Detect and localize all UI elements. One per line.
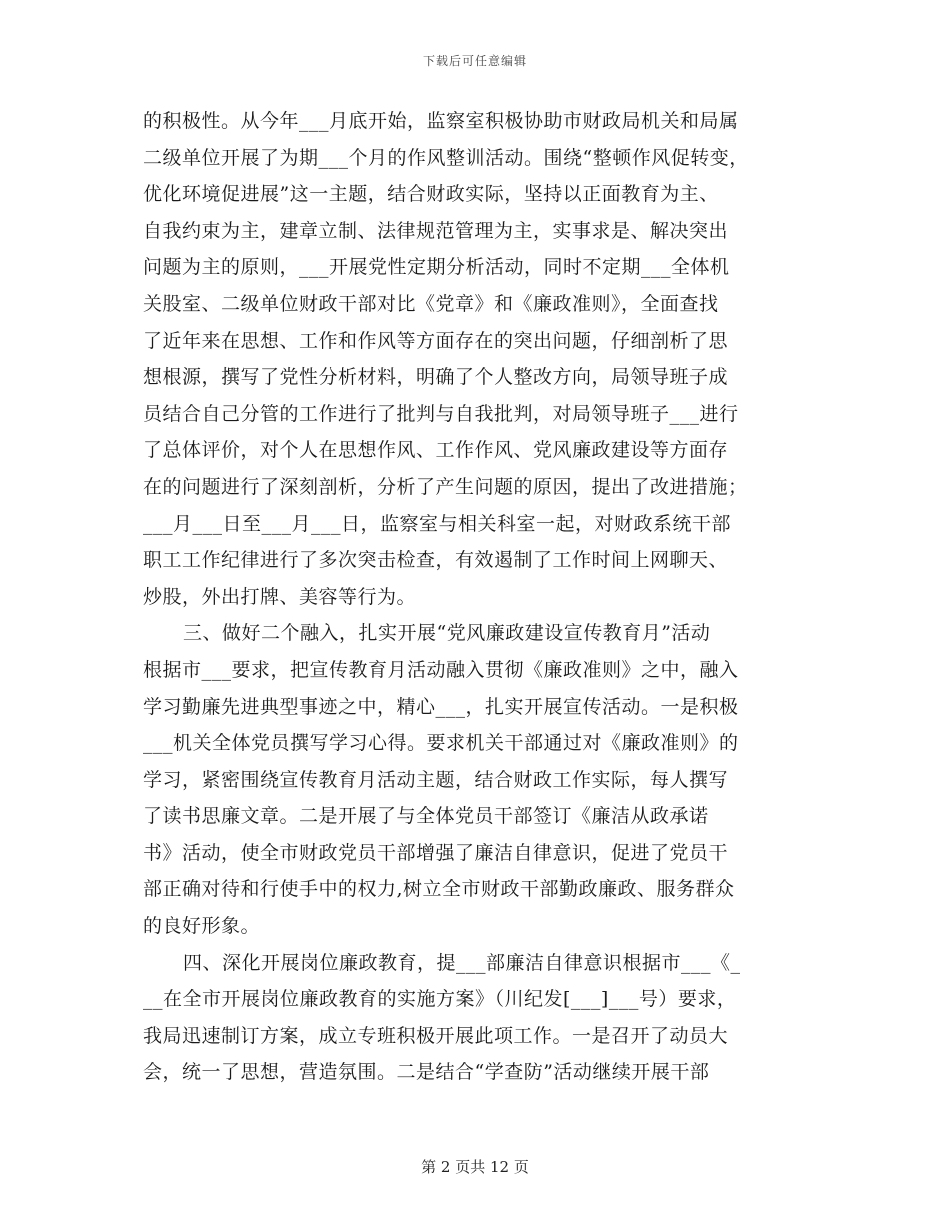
text-line: 关股室、二级单位财政干部对比《党章》和《廉政准则》，全面查找 xyxy=(143,292,719,315)
text-line: ___月___日至___月___日，监察室与相关科室一起，对财政系统干部 xyxy=(143,512,732,535)
text-line: 想根源，撰写了党性分析材料，明确了个人整改方向，局领导班子成 xyxy=(143,366,729,389)
text-line: 的良好形象。 xyxy=(143,915,261,938)
text-line: 学习勤廉先进典型事迹之中，精心___，扎实开展宣传活动。一是积极 xyxy=(143,695,739,718)
page-header: 下载后可任意编辑 xyxy=(422,54,527,68)
text-line: 四、深化开展岗位廉政教育，提___部廉洁自律意识根据市___《_ xyxy=(183,951,741,974)
text-line: 的积极性。从今年___月底开始，监察室积极协助市财政局机关和局属 xyxy=(143,110,739,132)
text-line: 炒股，外出打牌、美容等行为。 xyxy=(143,585,417,608)
page-footer: 第 2 页共 12 页 xyxy=(421,1158,529,1176)
text-line: ___机关全体党员撰写学习心得。要求机关干部通过对《廉政准则》的 xyxy=(143,732,739,755)
text-line: 部正确对待和行使手中的权力,树立全市财政干部勤政廉政、服务群众 xyxy=(143,878,735,901)
text-line: 三、做好二个融入，扎实开展“党风廉政建设宣传教育月”活动 xyxy=(183,622,711,645)
text-line: 我局迅速制订方案，成立专班积极开展此项工作。一是召开了动员大 xyxy=(143,1024,729,1047)
text-line: 书》活动，使全市财政党员干部增强了廉洁自律意识，促进了党员干 xyxy=(143,841,729,864)
text-line: 在的问题进行了深刻剖析，分析了产生问题的原因，提出了改进措施； xyxy=(143,475,748,498)
document-body xyxy=(143,103,815,1091)
text-line: 二级单位开展了为期___个月的作风整训活动。围绕“整顿作风促转变， xyxy=(143,146,749,169)
text-line: 职工工作纪律进行了多次突击检查，有效遏制了工作时间上网聊天、 xyxy=(143,549,729,572)
text-line: 了总体评价，对个人在思想作风、工作作风、党风廉政建设等方面存 xyxy=(143,439,729,462)
text-line: 问题为主的原则，___开展党性定期分析活动，同时不定期___全体机 xyxy=(143,256,730,279)
text-line: __在全市开展岗位廉政教育的实施方案》（川纪发[___]___号）要求， xyxy=(143,988,737,1011)
text-line: 根据市___要求，把宣传教育月活动融入贯彻《廉政准则》之中，融入 xyxy=(143,658,739,681)
text-line: 员结合自己分管的工作进行了批判与自我批判，对局领导班子___进行 xyxy=(143,402,739,425)
text-line: 会，统一了思想，营造氛围。二是结合“学查防”活动继续开展干部 xyxy=(143,1061,710,1084)
text-line: 了读书思廉文章。二是开展了与全体党员干部签订《廉洁从政承诺 xyxy=(143,805,709,828)
text-line: 学习，紧密围绕宣传教育月活动主题，结合财政工作实际，每人撰写 xyxy=(143,768,729,791)
text-line: 了近年来在思想、工作和作风等方面存在的突出问题，仔细剖析了思 xyxy=(143,329,729,352)
text-line: 优化环境促进展”这一主题，结合财政实际，坚持以正面教育为主、 xyxy=(143,183,719,206)
text-line: 自我约束为主，建章立制、法律规范管理为主，实事求是、解决突出 xyxy=(143,219,729,242)
